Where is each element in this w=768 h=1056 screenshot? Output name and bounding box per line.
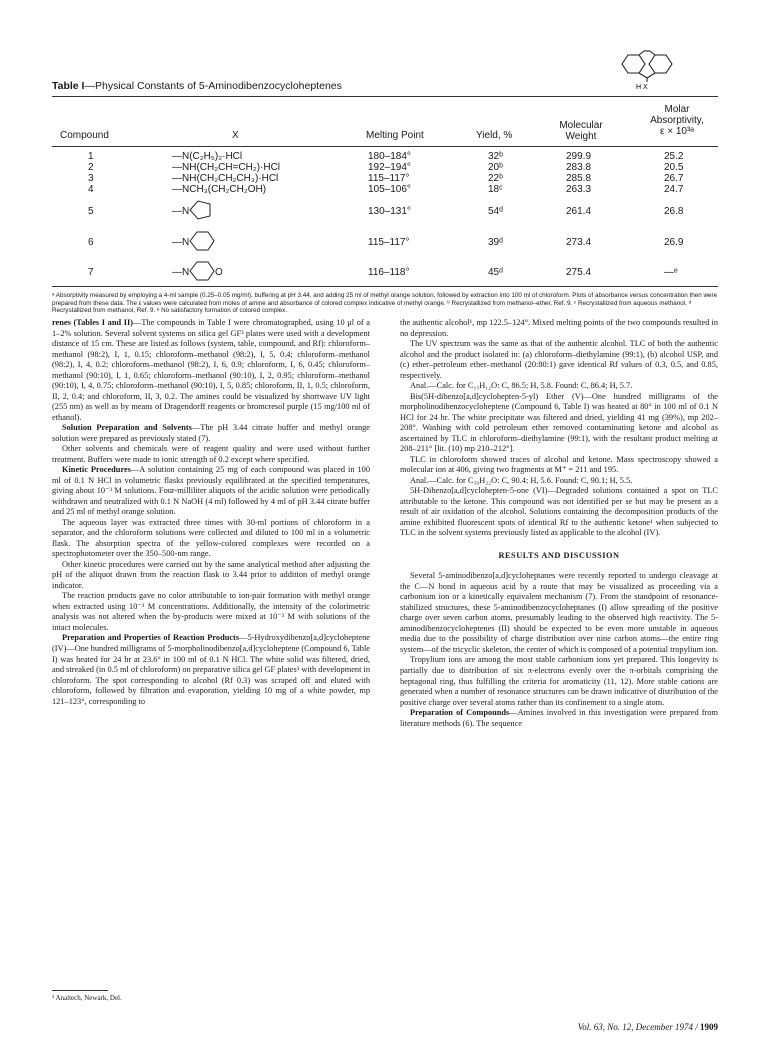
paragraph: Solution Preparation and Solvents—The pH 3.44 citrate buffer and methyl orange solution were prepared as previously stated (7). <box>52 423 370 443</box>
table-bottom-rule <box>52 286 718 287</box>
cell-absorptivity: —ᵉ <box>664 267 678 278</box>
cell-molecular-weight: 263.3 <box>566 184 592 195</box>
cell-absorptivity: 24.7 <box>664 184 684 195</box>
paragraph: Tropylium ions are among the most stable carbonium ions yet prepared. This longevity is partially due to distribution of six π-electrons evenly over the π-orbitals comprising the heptagonal ring, thus fulfilling the criteria for aromaticity (11, 12). More stable cations are generated when a number of resonance structures can be drawn indicative of distribution of the positive charge over several atoms rather than its confinement to a single atom. <box>400 655 718 707</box>
cell-molecular-weight: 299.9 <box>566 151 592 162</box>
cell-molecular-weight: 275.4 <box>566 267 592 278</box>
cell-molecular-weight: 261.4 <box>566 206 592 217</box>
cell-compound: 7 <box>88 267 94 278</box>
footnote: ³ Analtech, Newark, Del. <box>52 994 122 1002</box>
page-footer: Vol. 63, No. 12, December 1974 / 1909 <box>577 1022 718 1032</box>
header-melting-point: Melting Point <box>366 130 424 141</box>
cell-x: —N <box>172 267 190 278</box>
paragraph: Other kinetic procedures were carried out by the same analytical method after adjusting the pH of the aliquot drawn from the reaction flask to 3.44 prior to addition of methyl orange indicator. <box>52 559 370 590</box>
cell-x: —NH(CH₂CH₂CH₃)·HCl <box>172 173 279 184</box>
cell-compound: 1 <box>88 151 94 162</box>
cell-ring-atom: O <box>215 267 223 278</box>
paragraph: Anal.—Calc. for C₃₀H₂₂O: C, 90.4; H, 5.6. Found: C, 90.1; H, 5.5. <box>410 475 633 485</box>
morpholine-ring-icon <box>188 259 216 283</box>
paragraph: Bis(5H-dibenzo[a,d]cyclohepten-5-yl) Ether (V)—One hundred milligrams of the morpholinodibenzocycloheptene (Compound 6, Table I) was heated at 80° in 100 ml of 0.1 N HCl for 24 hr. The white precipitate was filtered and dried, yielding 41 mg (39%), mp 202–208°. Washing with cold petroleum ether removed contaminating ketone and alcohol as ascertained by TLC in chloroform–diethylamine (99:1), with the resultant product melting at 208–211° [lit. (10) mp 210–212°]. <box>400 391 718 454</box>
header-x: X <box>232 130 239 141</box>
paragraph: Kinetic Procedures—A solution containing 25 mg of each compound was placed in 100 ml of 0.1 N HCl in volumetric flasks previously equilibrated at the specified temperatures, giving about 10⁻³ M solutions. Four-milliliter aliquots of the acidic solution were periodically withdrawn and neutralized with 0.1 N NaOH (4 ml) followed by 4 ml of pH 3.44 citrate buffer and 25 ml of methyl orange solution. <box>52 465 370 517</box>
cell-compound: 3 <box>88 173 94 184</box>
cell-yield: 39ᵈ <box>488 237 503 248</box>
cell-absorptivity: 26.7 <box>664 173 684 184</box>
cell-x: —NCH₃(CH₂CH₂OH) <box>172 184 267 195</box>
header-yield: Yield, % <box>476 130 513 141</box>
cell-yield: 22ᵇ <box>488 173 503 184</box>
cell-melting-point: 105–106° <box>368 184 411 195</box>
cell-molecular-weight: 273.4 <box>566 237 592 248</box>
cell-yield: 18ᶜ <box>488 184 503 195</box>
right-column <box>400 318 718 729</box>
paragraph: the authentic alcohol¹, mp 122.5–124°. Mixed melting points of the two compounds resulted in no depression. <box>400 318 718 338</box>
cell-absorptivity: 26.8 <box>664 206 684 217</box>
cell-yield: 45ᵈ <box>488 267 503 278</box>
cell-compound: 4 <box>88 184 94 195</box>
cell-compound: 5 <box>88 206 94 217</box>
cell-melting-point: 116–118° <box>368 267 410 278</box>
cell-absorptivity: 26.9 <box>664 237 684 248</box>
cell-x: —N <box>172 206 190 217</box>
dibenzocycloheptene-structure-icon <box>618 48 676 90</box>
cell-yield: 32ᵇ <box>488 151 503 162</box>
cell-melting-point: 192–194° <box>368 162 411 173</box>
header-molar-absorptivity: Molar Absorptivity, ε × 10³ᵃ <box>650 104 704 137</box>
cell-yield: 54ᵈ <box>488 206 503 217</box>
cell-absorptivity: 25.2 <box>664 151 684 162</box>
table-header-rule <box>52 146 718 147</box>
paragraph: The reaction products gave no color attributable to ion-pair formation with methyl orange when extracted using 10⁻³ M concentrations. Additionally, the intensity of the colorimetric analysis was not altered when the by-products were mixed at 10⁻³ M with solutions of the intact molecules. <box>52 591 370 632</box>
paragraph: TLC in chloroform showed traces of alcohol and ketone. Mass spectroscopy showed a molecular ion at 406, giving two fragments at M⁺ = 211 and 195. <box>400 454 718 475</box>
cell-melting-point: 180–184° <box>368 151 411 162</box>
cell-melting-point: 115–117° <box>368 237 410 248</box>
paragraph: The UV spectrum was the same as that of the authentic alcohol. TLC of both the authentic alcohol and the product isolated in: (a) chloroform–diethylamine (99:1), (b) alcohol USP, and (c) ether–petroleum ether–methanol (20:80:1) gave identical Rf values of 0.3, 0.5, and 0.85, respectively. <box>400 339 718 380</box>
table-footnotes: ᵃ Absorptivity measured by employing a 4-ml sample (0.25–0.05 mg/ml), buffering at pH 3.44, and adding 25 ml of methyl orange solution, followed by extraction into 100 ml of chloroform. Plots of absorbance versus concentration then were prepared from these data. The ε values were calculated from moles of amine and absorbance of colored complex indicative of methyl orange. ᵇ Recrystallized from methanol–ether, Ref. 9. ᶜ Recrystallized from aqueous methanol. ᵈ Recrystallized from methanol, Ref. 9. ᵉ No satisfactory formation of colored complex. <box>52 292 718 315</box>
cell-x: —N <box>172 237 190 248</box>
cell-yield: 20ᵇ <box>488 162 503 173</box>
cell-molecular-weight: 283.8 <box>566 162 592 173</box>
structure-label: H X <box>636 84 648 90</box>
paragraph: Several 5-aminodibenzo[a,d]cycloheptanes were recently reported to undergo cleavage at the C—N bond in aqueous acid by a route that may be visualized as proceeding via a carbonium ion or a kinetically equivalent mechanism (7). From the standpoint of resonance-stabilized structures, these 5-aminodibenzocycloheptanes (I) allow spreading of the positive charge over seven carbon atoms, presumably leading to the observed high reactivity. The 5-aminodibenzocycloheptenes (II) should be expected to be even more unstable in aqueous media due to the possibility of charge distribution over nine carbon atoms—the entire ring system—of the tricyclic skeleton, the center of which is composed of a potential tropylium ion. <box>400 571 718 654</box>
cell-compound: 2 <box>88 162 94 173</box>
header-molecular-weight: Molecular Weight <box>559 120 603 142</box>
paragraph: Preparation and Properties of Reaction Products—5-Hydroxydibenzo[a,d]cycloheptene (IV)—One hundred milligrams of 5-morpholinodibenzo[a,d]cycloheptene (Compound 6, Table I) was heated for 24 hr at 23.6° in 100 ml of 0.1 N HCl. The white solid was filtered, dried, and streaked (in 0.5 ml of chloroform) on preparative silica gel GF plates³ with development in chloroform. The spot corresponding to alcohol (Rf 0.3) was scraped off and eluted with chloroform, followed by filtration and evaporation, yielding 10 mg of a white powder, mp 121–123°, corresponding to <box>52 633 370 706</box>
cell-absorptivity: 20.5 <box>664 162 684 173</box>
footnote-divider <box>52 990 108 991</box>
cell-x: —NH(CH₂CH=CH₂)·HCl <box>172 162 281 173</box>
pyrrolidine-ring-icon <box>188 198 214 222</box>
page-number: 1909 <box>700 1022 718 1032</box>
paragraph: renes (Tables I and II)—The compounds in Table I were chromatographed, using 10 μl of a 1–2% solution. Several solvent systems on silica gel GF³ plates were used with a development distance of 15 cm. These are listed as follows (system, table, compound, and Rf): chloroform–methanol (98:2), I, 1, 0.15; chloroform–methanol (98:2), I, 5, 0.4; chloroform–methanol (98:2), I, 4, 0.2; chloroform–methanol (98:2), I, 6, 0.9; chloroform, I, 6, 0.45; chloroform–methanol (90:10), I, 1, 0.65; chloroform–methanol (90:10), I, 2, 0.95; chloroform–methanol (90:10), I, 4, 0.75; chloroform–methanol (90:10), I, 5, 0.85; chloroform, II, 1, 0.5; chloroform, II, 2, 0.4; and chloroform, II, 3, 0.2. The amines could be visualized by shortwave UV light (255 nm) as well as by means of Dragendorff reagents or bromcresol purple (15 mg/100 ml of ethanol). <box>52 318 371 422</box>
paragraph: 5H-Dibenzo[a,d]cyclohepten-5-one (VI)—Degraded solutions contained a spot on TLC attributable to the ketone. This compound was not identified per se but may be present as a result of air oxidation of the alcohol. Solutions containing the decomposition products of the amine exhibited fluorescent spots of identical Rf to the authentic ketone¹ when subjected to TLC in the solvent systems previously listed as applicable to the alcohol (IV). <box>400 486 718 538</box>
paragraph: The aqueous layer was extracted three times with 30-ml portions of chloroform in a separator, and the chloroform solutions were collected and diluted to 100 ml in a volumetric flask. The absorption spectra of the yellow-colored complexes were recorded on a spectrophotometer over the 350–500-nm range. <box>52 517 370 559</box>
journal-citation: Vol. 63, No. 12, December 1974 <box>577 1022 693 1032</box>
cell-x: —N(C₂H₅)₂·HCl <box>172 151 243 162</box>
header-compound: Compound <box>60 130 109 141</box>
table-top-rule <box>52 96 718 97</box>
section-heading: RESULTS AND DISCUSSION <box>498 550 620 560</box>
table-title: Table I—Physical Constants of 5-Aminodibenzocycloheptenes <box>52 80 342 92</box>
paragraph: Other solvents and chemicals were of reagent quality and were used without further treatment. Buffers were made to ionic strength of 0.2 except where specified. <box>52 444 370 464</box>
cell-molecular-weight: 285.8 <box>566 173 592 184</box>
cell-melting-point: 130–131° <box>368 206 411 217</box>
paragraph: Anal.—Calc. for C₁₅H₁₂O: C, 86.5; H, 5.8. Found: C, 86.4; H, 5.7. <box>410 381 633 391</box>
cell-compound: 6 <box>88 237 94 248</box>
paragraph: Preparation of Compounds—Amines involved in this investigation were prepared from literature methods (6). The sequence <box>400 708 718 728</box>
left-column <box>52 318 370 707</box>
piperidine-ring-icon <box>188 229 216 253</box>
cell-melting-point: 115–117° <box>368 173 410 184</box>
